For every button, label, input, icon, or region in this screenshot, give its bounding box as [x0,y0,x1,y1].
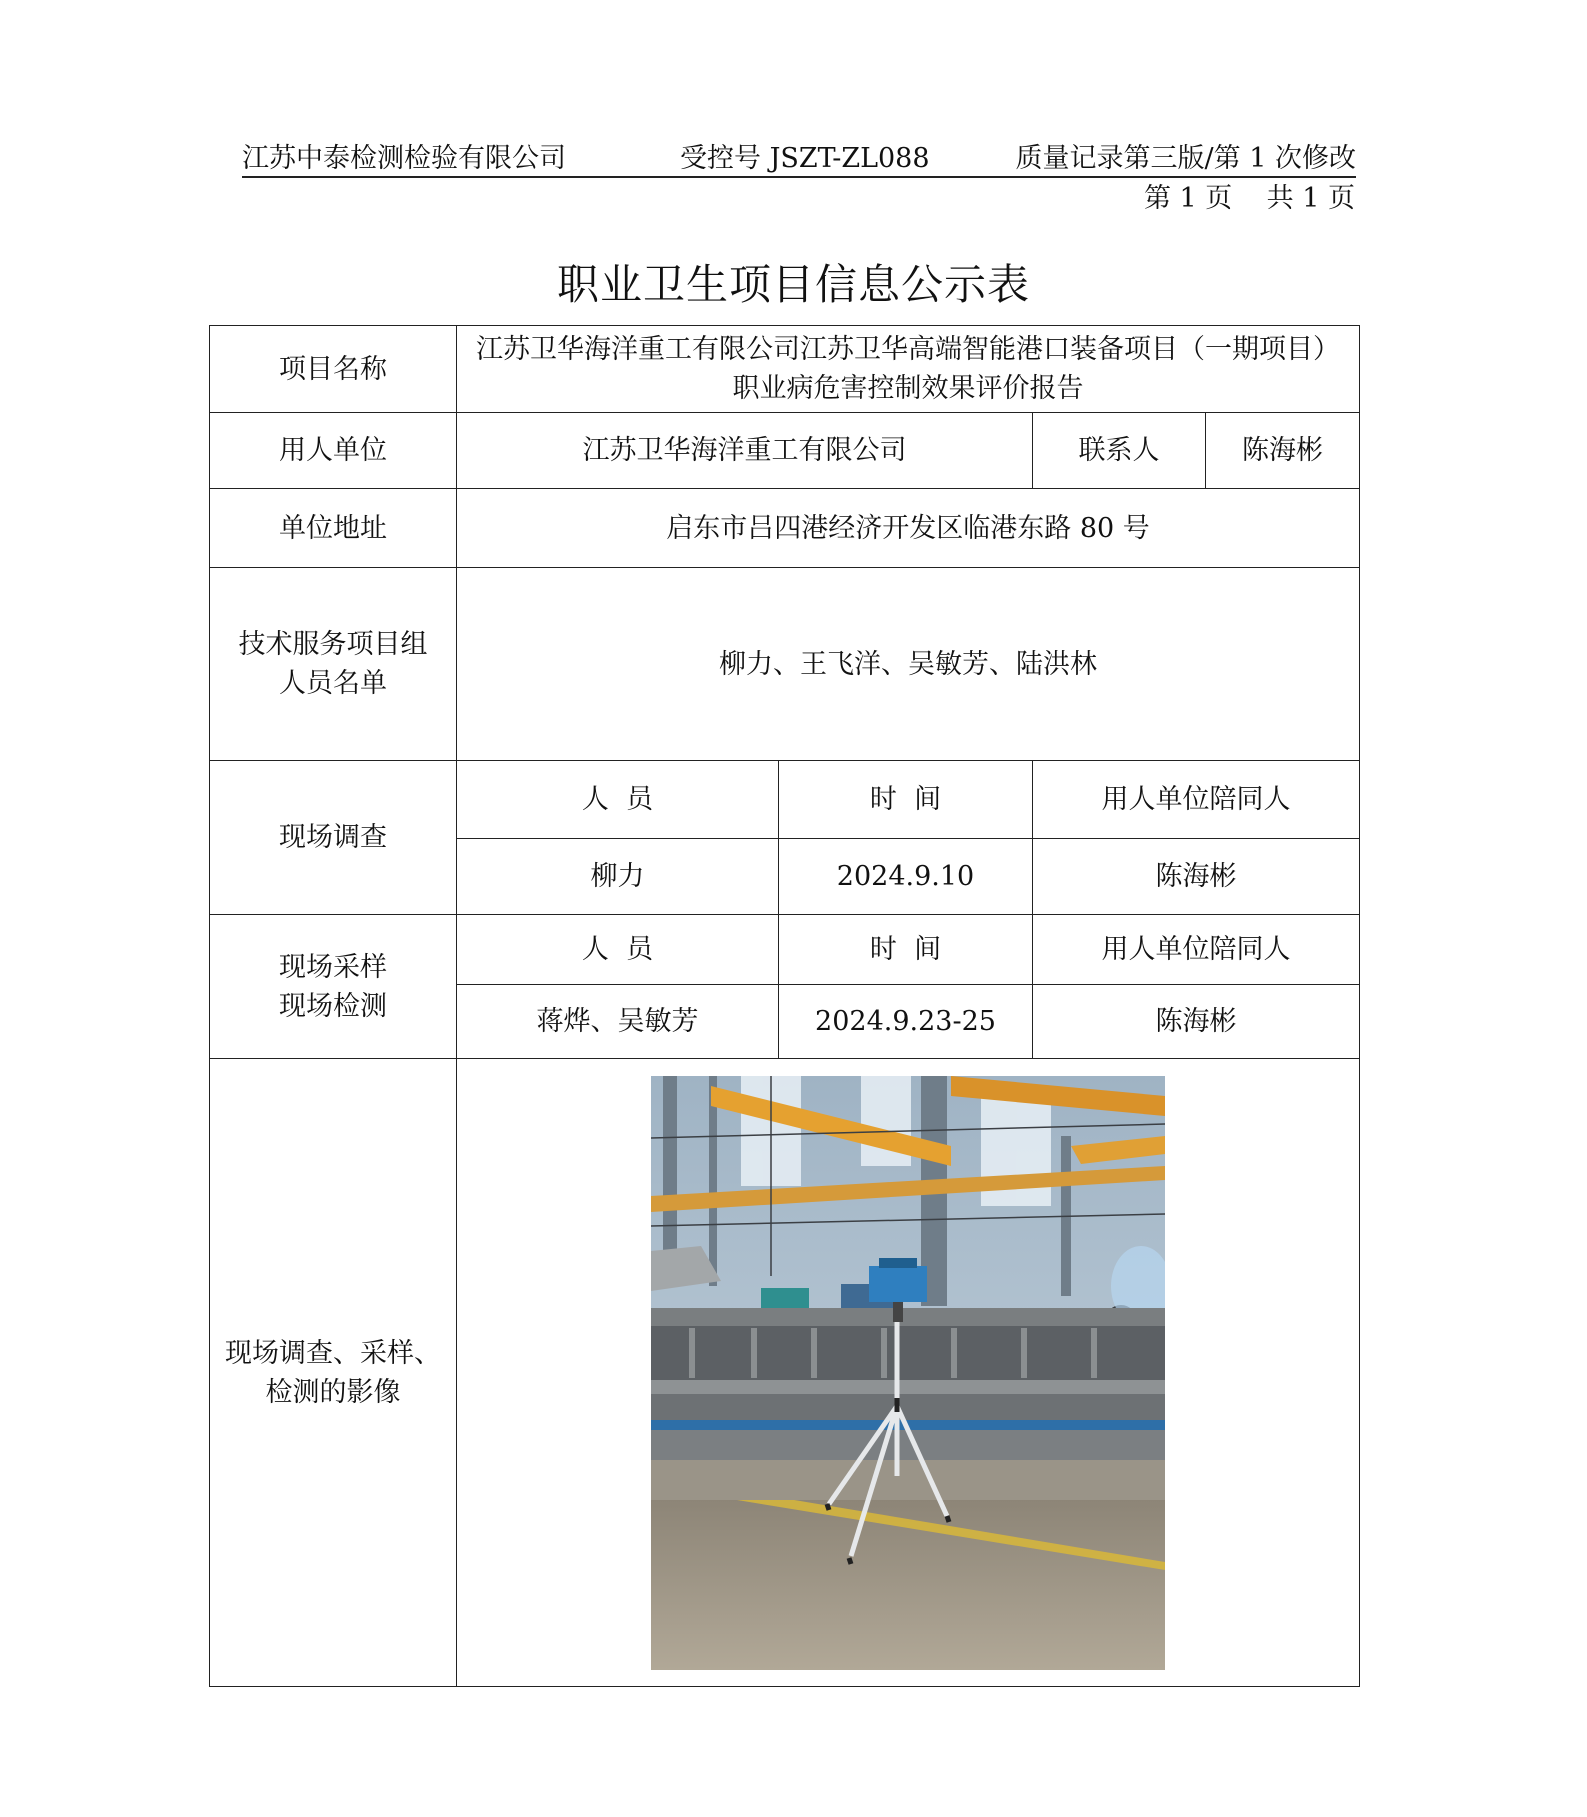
row-team [210,568,1360,761]
sampling-personnel: 蒋烨、吴敏芳 [457,985,779,1059]
row-employer [210,413,1360,489]
survey-col-time: 时 间 [779,761,1033,839]
info-table [209,325,1360,1687]
sampling-col-escort: 用人单位陪同人 [1033,915,1360,985]
sampling-col-personnel: 人 员 [457,915,779,985]
page-total: 共 1 页 [1266,183,1355,214]
photo-cell [457,1059,1360,1687]
row-survey-header [210,761,1360,839]
survey-personnel: 柳力 [457,839,779,915]
employer-label: 用人单位 [210,413,457,489]
team-value: 柳力、王飞洋、吴敏芳、陆洪林 [457,568,1360,761]
row-address [210,489,1360,568]
survey-escort: 陈海彬 [1033,839,1360,915]
row-images [210,1059,1360,1687]
sampling-label: 现场采样 现场检测 [210,915,457,1059]
row-sampling-header [210,915,1360,985]
header-version: 质量记录第三版/第 1 次修改 [1015,143,1356,174]
team-label: 技术服务项目组 人员名单 [210,568,457,761]
document-title: 职业卫生项目信息公示表 [556,260,1030,309]
survey-time: 2024.9.10 [779,839,1033,915]
project-name-label: 项目名称 [210,326,457,413]
contact-value: 陈海彬 [1206,413,1360,489]
project-name-value: 江苏卫华海洋重工有限公司江苏卫华高端智能港口装备项目（一期项目）职业病危害控制效果评价报告 [457,326,1360,413]
survey-col-escort: 用人单位陪同人 [1033,761,1360,839]
address-label: 单位地址 [210,489,457,568]
header-control-number: 受控号 JSZT-ZL088 [680,143,930,174]
page-number [1144,176,1355,215]
row-project-name [210,326,1360,413]
document-header [242,132,1356,178]
survey-col-personnel: 人 员 [457,761,779,839]
contact-label: 联系人 [1033,413,1206,489]
sampling-col-time: 时 间 [779,915,1033,985]
survey-label: 现场调查 [210,761,457,915]
sampling-escort: 陈海彬 [1033,985,1360,1059]
employer-value: 江苏卫华海洋重工有限公司 [457,413,1033,489]
page-current: 第 1 页 [1143,183,1233,214]
images-label: 现场调查、采样、 检测的影像 [210,1059,457,1687]
site-photo [651,1076,1165,1670]
address-value: 启东市吕四港经济开发区临港东路 80 号 [457,489,1360,568]
sampling-time: 2024.9.23-25 [779,985,1033,1059]
header-company: 江苏中泰检测检验有限公司 [242,143,566,174]
